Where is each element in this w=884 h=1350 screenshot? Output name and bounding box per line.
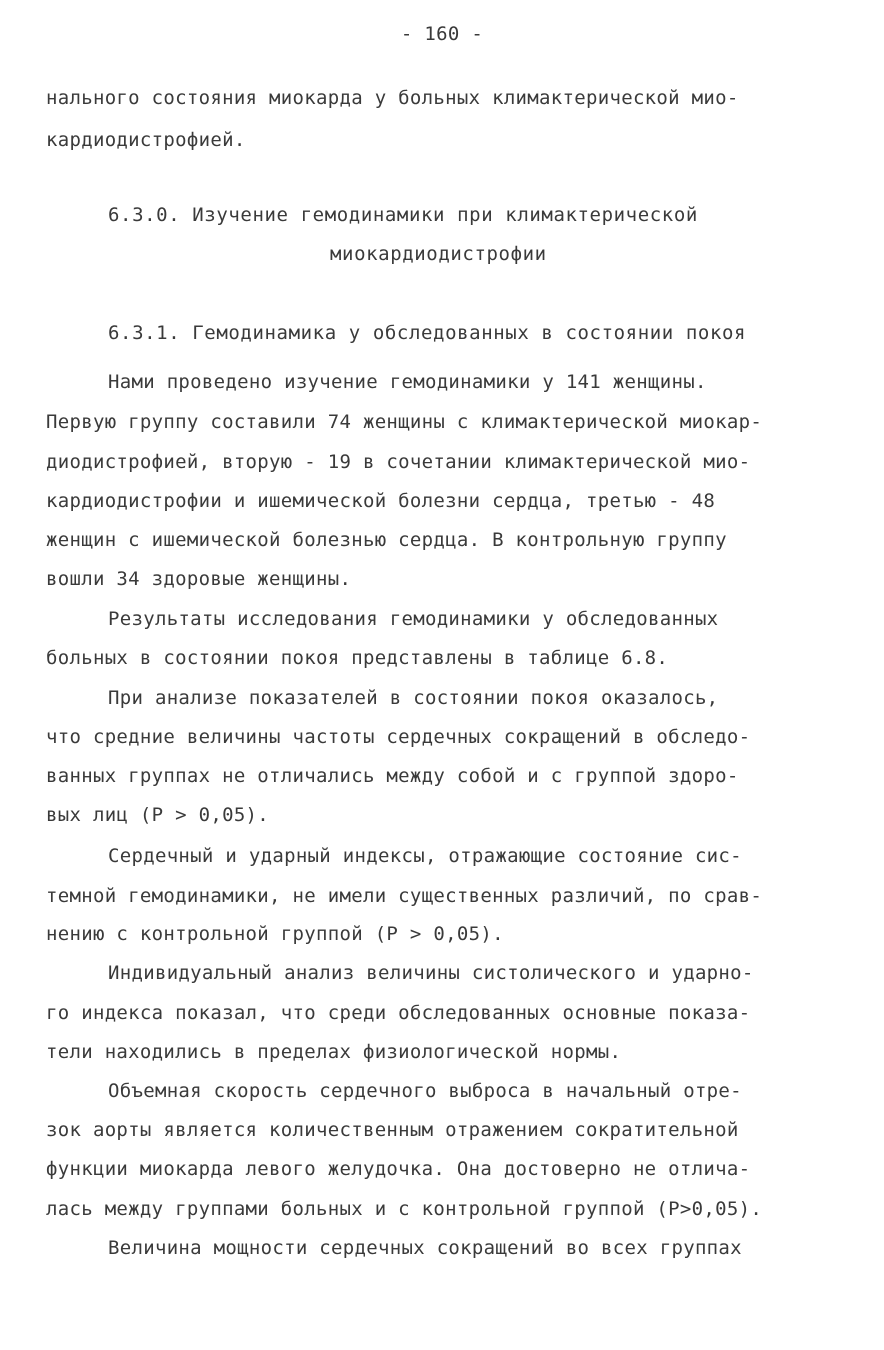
paragraph-line: диодистрофией, вторую - 19 в сочетании климактерической мио- xyxy=(46,451,751,473)
paragraph-line: лась между группами больных и с контрольной группой (Р>0,05). xyxy=(46,1198,763,1220)
paragraph-line: нального состояния миокарда у больных климактерической мио- xyxy=(46,87,739,109)
paragraph-line: функции миокарда левого желудочка. Она достоверно не отлича- xyxy=(46,1158,751,1180)
paragraph-line: При анализе показателей в состоянии покоя оказалось, xyxy=(108,687,719,709)
section-heading: 6.3.0. Изучение гемодинамики при климактерической xyxy=(108,204,698,226)
page-number: - 160 - xyxy=(400,23,484,45)
paragraph-line: го индекса показал, что среди обследованных основные показа- xyxy=(46,1002,751,1024)
paragraph-line: тели находились в пределах физиологической нормы. xyxy=(46,1041,622,1063)
paragraph-line: женщин с ишемической болезнью сердца. В контрольную группу xyxy=(46,529,727,551)
paragraph-line: нению с контрольной группой (Р > 0,05). xyxy=(46,923,504,945)
paragraph-line: кардиодистрофии и ишемической болезни сердца, третью - 48 xyxy=(46,490,716,512)
subsection-heading: 6.3.1. Гемодинамика у обследованных в состоянии покоя xyxy=(108,322,747,344)
paragraph-line: что средние величины частоты сердечных сокращений в обследо- xyxy=(46,726,751,748)
paragraph-line: Объемная скорость сердечного выброса в начальный отре- xyxy=(108,1080,742,1102)
paragraph-line: вых лиц (Р > 0,05). xyxy=(46,804,270,826)
section-heading-continuation: миокардиодистрофии xyxy=(330,243,547,265)
paragraph-line: Величина мощности сердечных сокращений во всех группах xyxy=(108,1237,742,1259)
paragraph-line: ванных группах не отличались между собой и с группой здоро- xyxy=(46,765,739,787)
paragraph-line: больных в состоянии покоя представлены в таблице 6.8. xyxy=(46,647,669,669)
paragraph-line: темной гемодинамики, не имели существенных различий, по срав- xyxy=(46,885,763,907)
paragraph-line: Нами проведено изучение гемодинамики у 141 женщины. xyxy=(108,371,707,393)
paragraph-line: вошли 34 здоровые женщины. xyxy=(46,568,352,590)
paragraph-line: Первую группу составили 74 женщины с климактерической миокар- xyxy=(46,411,763,433)
paragraph-line: Сердечный и ударный индексы, отражающие состояние сис- xyxy=(108,845,742,867)
paragraph-line: Индивидуальный анализ величины систолического и ударно- xyxy=(108,962,754,984)
paragraph-line: кардиодистрофией. xyxy=(46,129,246,151)
paragraph-line: Результаты исследования гемодинамики у обследованных xyxy=(108,608,719,630)
paragraph-line: зок аорты является количественным отражением сократительной xyxy=(46,1119,739,1141)
